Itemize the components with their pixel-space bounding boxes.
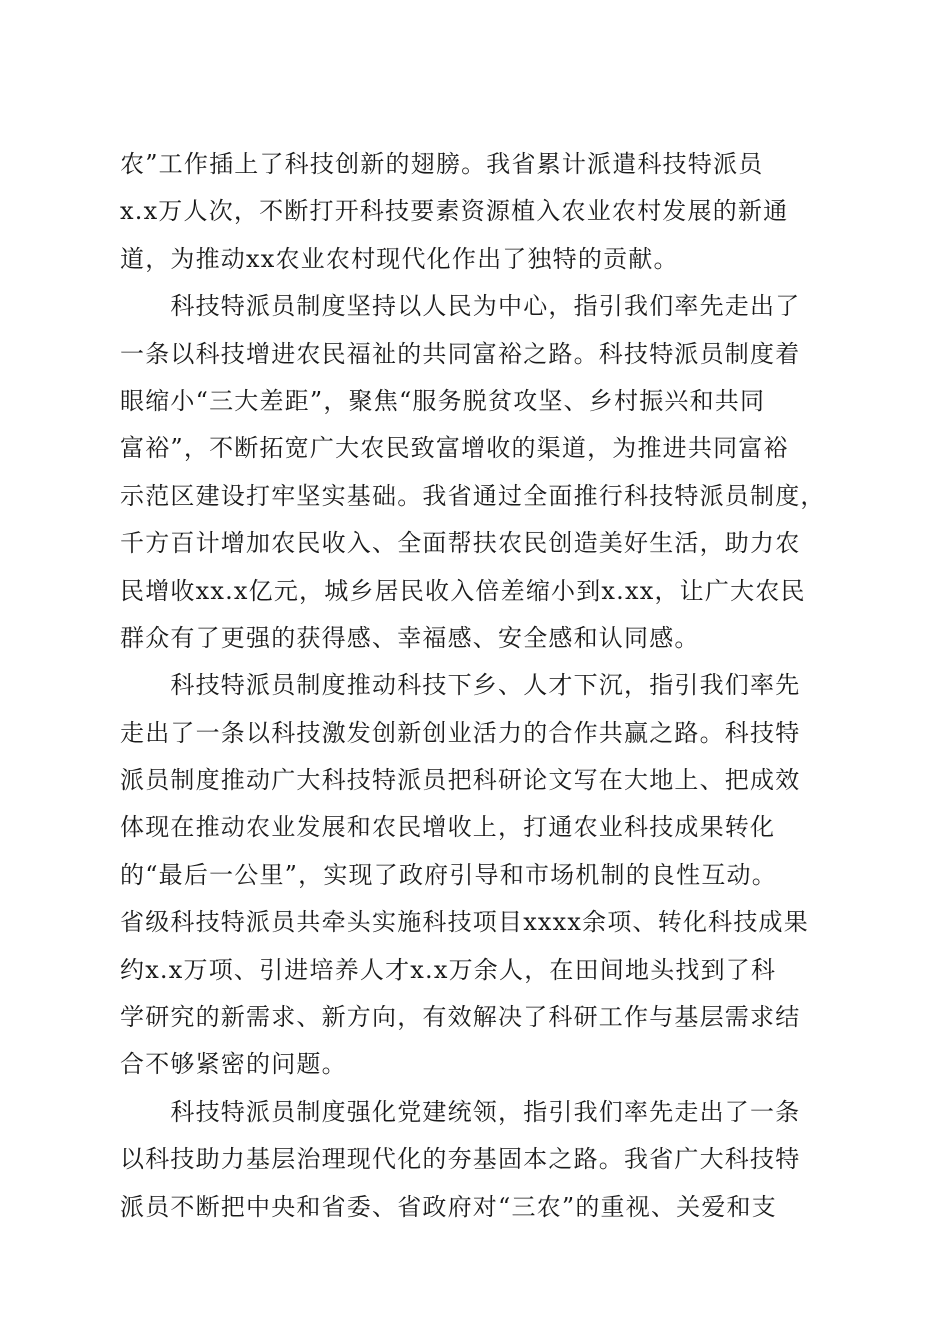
text-line: 以科技助力基层治理现代化的夯基固本之路。我省广大科技特 xyxy=(120,1145,801,1174)
text-line: 的“最后一公里”，实现了政府引导和市场机制的良性互动。 xyxy=(120,860,777,889)
text-line: 眼缩小“三大差距”，聚焦“服务脱贫攻坚、乡村振兴和共同 xyxy=(120,386,766,415)
text-line: 走出了一条以科技激发创新创业活力的合作共赢之路。科技特 xyxy=(120,718,801,747)
text-line: 科技特派员制度强化党建统领，指引我们率先走出了一条 xyxy=(120,1097,801,1126)
body-text xyxy=(120,141,840,1231)
text-line: 合不够紧密的问题。 xyxy=(120,1050,347,1079)
text-line: 学研究的新需求、新方向，有效解决了科研工作与基层需求结 xyxy=(120,1003,801,1032)
text-line: 千方百计增加农民收入、全面帮扶农民创造美好生活，助力农 xyxy=(120,529,801,558)
text-line: 派员不断把中央和省委、省政府对“三农”的重视、关爱和支 xyxy=(120,1192,777,1221)
text-line: 一条以科技增进农民福祉的共同富裕之路。科技特派员制度着 xyxy=(120,339,801,368)
text-line: 派员制度推动广大科技特派员把科研论文写在大地上、把成效 xyxy=(120,766,801,795)
text-line: 科技特派员制度坚持以人民为中心，指引我们率先走出了 xyxy=(120,292,801,321)
text-line: 民增收xx.x亿元，城乡居民收入倍差缩小到x.xx，让广大农民 xyxy=(120,576,806,605)
text-line: 富裕”，不断拓宽广大农民致富增收的渠道，为推进共同富裕 xyxy=(120,434,789,463)
text-line: 道，为推动xx农业农村现代化作出了独特的贡献。 xyxy=(120,244,679,273)
text-line: 约x.x万项、引进培养人才x.x万余人，在田间地头找到了科 xyxy=(120,955,777,984)
text-line: 农”工作插上了科技创新的翅膀。我省累计派遣科技特派员 xyxy=(120,150,764,178)
text-line: x.x万人次，不断打开科技要素资源植入农业农村发展的新通 xyxy=(120,197,789,226)
text-line: 示范区建设打牢坚实基础。我省通过全面推行科技特派员制度， xyxy=(120,481,826,510)
text-line: 省级科技特派员共牵头实施科技项目xxxx余项、转化科技成果 xyxy=(120,908,809,937)
text-line: 体现在推动农业发展和农民增收上，打通农业科技成果转化 xyxy=(120,813,776,842)
text-line: 群众有了更强的获得感、幸福感、安全感和认同感。 xyxy=(120,623,700,652)
text-line: 科技特派员制度推动科技下乡、人才下沉，指引我们率先 xyxy=(120,671,801,700)
